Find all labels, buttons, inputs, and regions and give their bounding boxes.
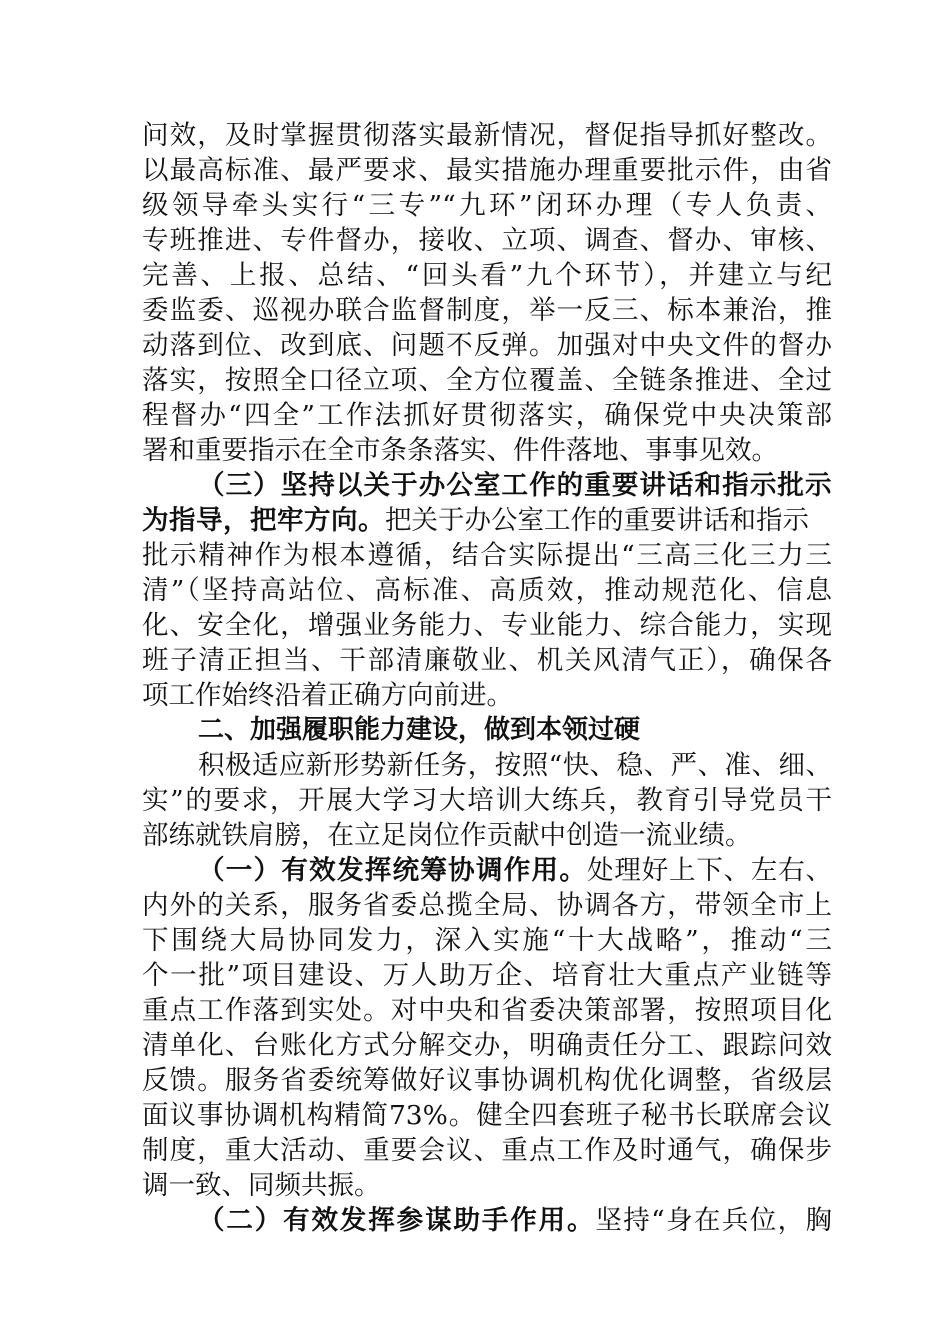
text-line: 问效，及时掌握贯彻落实最新情况，督促指导抓好整改。 [142, 120, 832, 151]
text-line: 重点工作落到实处。对中央和省委决策部署，按照项目化 [142, 995, 832, 1026]
section-two [142, 1203, 832, 1238]
text-line: 内外的关系，服务省委总揽全局、协调各方，带领全市上 [142, 890, 832, 921]
text-line: 制度，重大活动、重要会议、重点工作及时通气，确保步 [142, 1135, 832, 1166]
text-line: 实”的要求，开展大学习大培训大练兵，教育引导党员干 [142, 785, 832, 816]
text-line: 下围绕大局协同发力，深入实施“十大战略”，推动“三 [142, 925, 832, 956]
text-line: 批示精神作为根本遵循，结合实际提出“三高三化三力三 [142, 540, 832, 571]
text-line: 委监委、巡视办联合监督制度，举一反三、标本兼治，推 [142, 295, 832, 326]
text-line [142, 1203, 832, 1238]
text-line [142, 853, 832, 888]
paragraph-continuation [142, 118, 832, 468]
text-line: 项工作始终沿着正确方向前进。 [142, 680, 513, 711]
section-lead: （二）有效发挥参谋助手作用。 [198, 1205, 596, 1236]
text-line: 班子清正担当、干部清廉敬业、机关风清气正），确保各 [142, 645, 832, 676]
text-line: 清”（坚持高站位、高标准、高质效，推动规范化、信息 [142, 575, 832, 606]
text-line: 动落到位、改到底、问题不反弹。加强对中央文件的督办 [142, 330, 832, 361]
text-line: 清单化、台账化方式分解交办，明确责任分工、跟踪问效 [142, 1030, 832, 1061]
text-line: 完善、上报、总结、“回头看”九个环节），并建立与纪 [142, 260, 832, 291]
paragraph-body [142, 748, 832, 853]
text-line: 专班推进、专件督办，接收、立项、调查、督办、审核、 [142, 225, 832, 256]
text-line: 程督办“四全”工作法抓好贯彻落实，确保党中央决策部 [142, 400, 832, 431]
section-three [142, 468, 832, 713]
section-lead: 为指导，把牢方向。 [142, 505, 385, 536]
section-heading: 二、加强履职能力建设，做到本领过硬 [198, 715, 641, 745]
section-lead: （一）有效发挥统筹协调作用。 [198, 855, 588, 886]
text-line: 级领导牵头实行“三专”“九环”闭环办理（专人负责、 [142, 190, 832, 221]
section-text: 坚持“身在兵位，胸 [595, 1205, 832, 1236]
text-line: 署和重要指示在全市条条落实、件件落地、事事见效。 [142, 435, 778, 466]
text-line: 调一致、同频共振。 [142, 1170, 381, 1201]
text-line: 积极适应新形势新任务，按照“快、稳、严、准、细、 [198, 750, 832, 781]
text-line: 部练就铁肩膀，在立足岗位作贡献中创造一流业绩。 [142, 820, 752, 851]
text-line: 反馈。服务省委统筹做好议事协调机构优化调整，省级层 [142, 1065, 832, 1096]
text-line: 落实，按照全口径立项、全方位覆盖、全链条推进、全过 [142, 365, 832, 396]
text-line: 以最高标准、最严要求、最实措施办理重要批示件，由省 [142, 155, 832, 186]
text-line [142, 503, 832, 538]
section-text: 处理好上下、左右、 [587, 855, 833, 886]
text-line: 个一批”项目建设、万人助万企、培育壮大重点产业链等 [142, 960, 832, 991]
section-one [142, 853, 832, 1203]
section-lead: （三）坚持以关于办公室工作的重要讲话和指示批示 [198, 470, 832, 501]
text-line: 化、安全化，增强业务能力、专业能力、综合能力，实现 [142, 610, 832, 641]
document-page [142, 118, 832, 1238]
section-text: 把关于办公室工作的重要讲话和指示 [385, 505, 809, 536]
text-line: 面议事协调机构精简73%。健全四套班子秘书长联席会议 [142, 1100, 832, 1131]
